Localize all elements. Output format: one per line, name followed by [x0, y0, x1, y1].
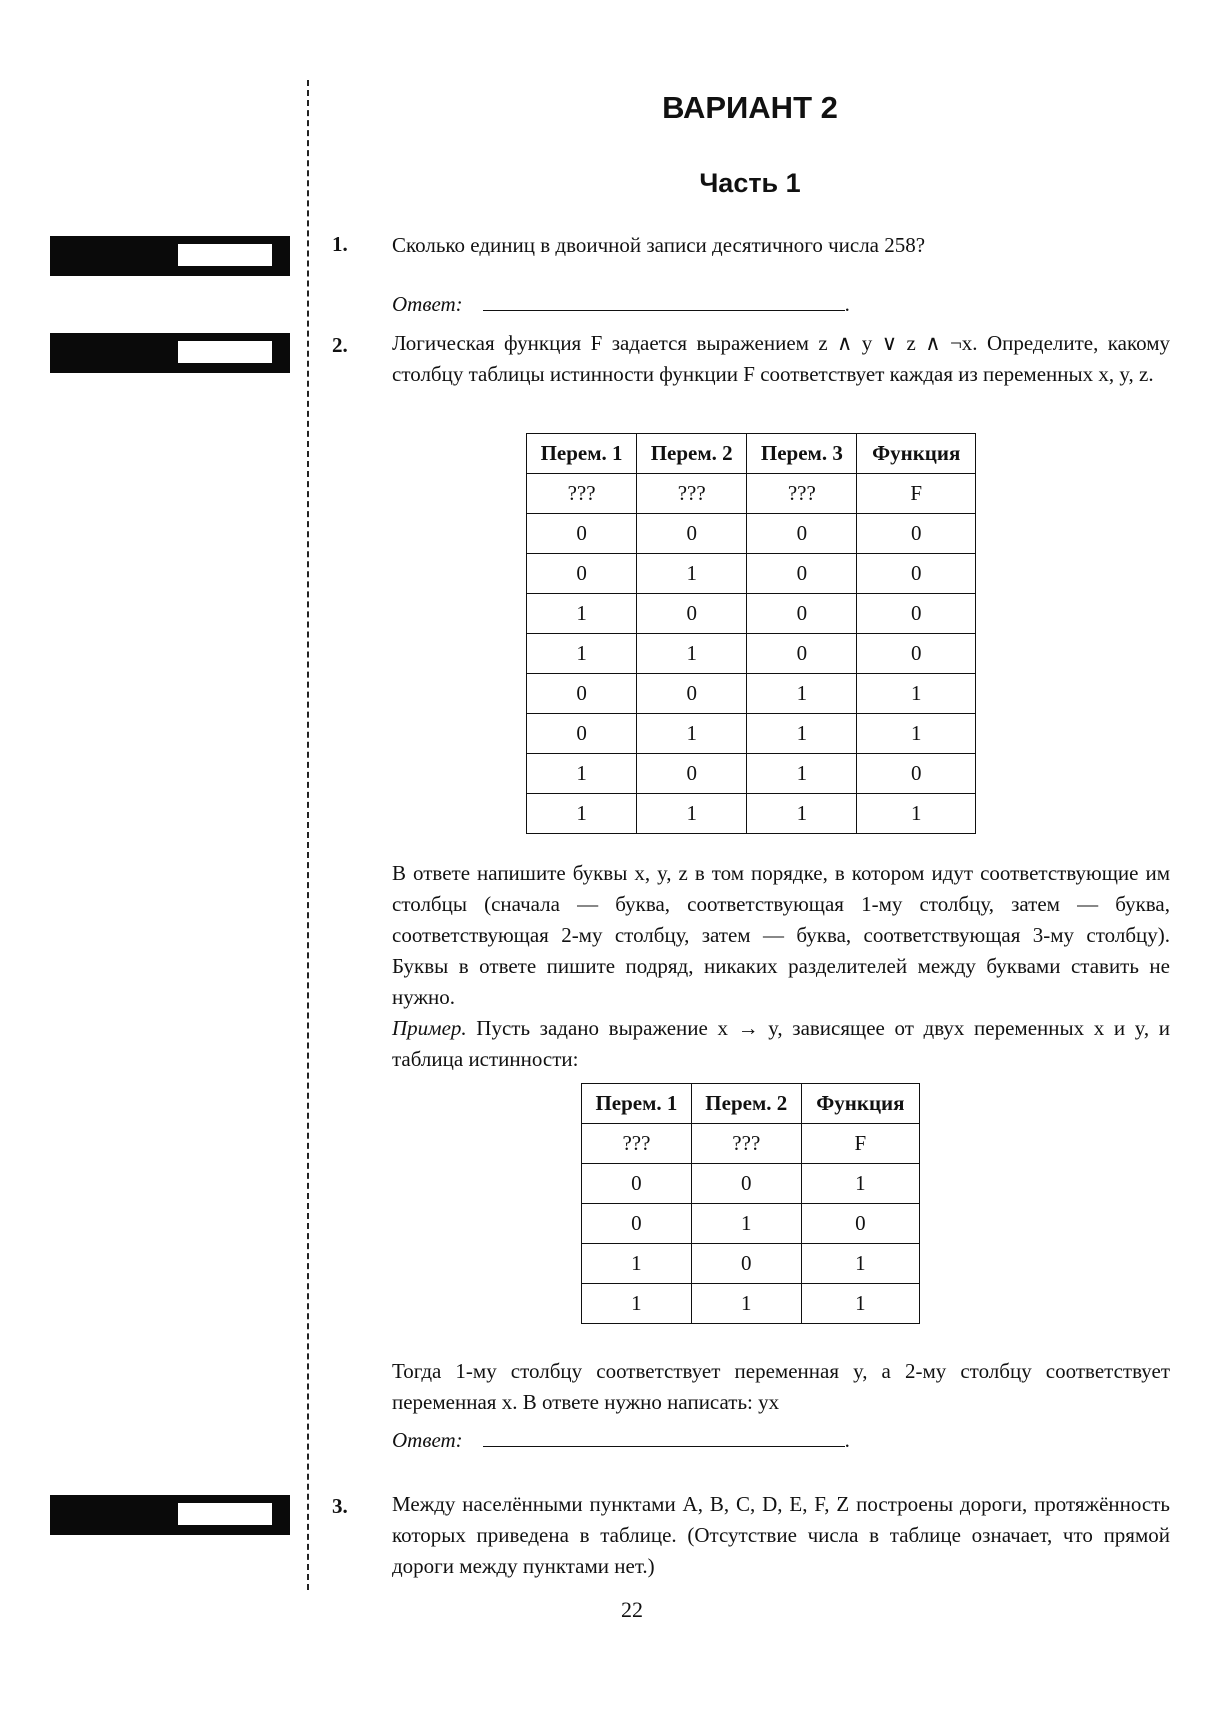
- table-cell: 0: [637, 514, 747, 554]
- answer-label: Ответ:: [392, 292, 463, 316]
- table-cell: Перем. 2: [637, 434, 747, 474]
- table-cell: 0: [857, 754, 976, 794]
- table-cell: ???: [527, 474, 637, 514]
- question-2-number: 2.: [332, 333, 348, 357]
- table-cell: 1: [801, 1164, 919, 1204]
- table-cell: 1: [527, 754, 637, 794]
- question-1-text: Сколько единиц в двоичной записи десятичного числа 258?: [392, 233, 926, 257]
- table-row: [582, 1124, 920, 1164]
- table-row: [582, 1244, 920, 1284]
- table-cell: 1: [857, 674, 976, 714]
- table-cell: 0: [527, 554, 637, 594]
- table-row: [527, 674, 976, 714]
- table-cell: 0: [857, 594, 976, 634]
- table-cell: 1: [857, 714, 976, 754]
- table-row: [582, 1284, 920, 1324]
- example-label: Пример.: [392, 1016, 467, 1040]
- example-truth-table: [581, 1083, 920, 1324]
- variant-title: ВАРИАНТ 2: [662, 90, 838, 125]
- table-cell: 0: [747, 514, 857, 554]
- answer-label: Ответ:: [392, 1428, 463, 1452]
- question-3-number: 3.: [332, 1494, 348, 1518]
- table-cell: 0: [857, 554, 976, 594]
- table-cell: 0: [747, 554, 857, 594]
- table-cell: Функция: [801, 1084, 919, 1124]
- truth-table: [526, 433, 976, 834]
- table-row: [527, 474, 976, 514]
- table-row: [527, 754, 976, 794]
- table-cell: Перем. 3: [747, 434, 857, 474]
- table-cell: 1: [637, 714, 747, 754]
- table-row: [582, 1164, 920, 1204]
- table-row: [527, 434, 976, 474]
- table-cell: Перем. 2: [691, 1084, 801, 1124]
- table-cell: F: [801, 1124, 919, 1164]
- table-cell: 0: [691, 1164, 801, 1204]
- table-cell: ???: [582, 1124, 692, 1164]
- table-cell: 1: [691, 1204, 801, 1244]
- table-cell: 1: [747, 754, 857, 794]
- table-row: [527, 714, 976, 754]
- table-cell: 1: [637, 794, 747, 834]
- table-row: [527, 554, 976, 594]
- table-cell: 1: [527, 634, 637, 674]
- page-number: 22: [621, 1597, 643, 1622]
- table-cell: 1: [582, 1244, 692, 1284]
- table-cell: ???: [691, 1124, 801, 1164]
- table-cell: 1: [747, 794, 857, 834]
- question-2-conclusion: Тогда 1-му столбцу соответствует переменная y, а 2-му столбцу соответствует переменная x. В ответе нужно написать: yx: [392, 1359, 1170, 1414]
- table-cell: 0: [747, 594, 857, 634]
- table-cell: 0: [527, 674, 637, 714]
- answer-field[interactable]: [483, 1426, 845, 1447]
- table-cell: 0: [637, 754, 747, 794]
- table-cell: Перем. 1: [582, 1084, 692, 1124]
- question-1-answer[interactable]: Ответ: .: [392, 292, 850, 316]
- question-2-text: Логическая функция F задается выражением z ∧ y ∨ z ∧ ¬x. Определите, какому столбцу таблицы истинности функции F соответствует каждая из переменных x, y, z.: [392, 331, 1170, 386]
- question-2-instructions: В ответе напишите буквы x, y, z в том порядке, в котором идут соответствующие им столбцы (сначала — буква, соответствующая 1-му столбцу, затем — буква, соответствующая 2-му столбцу, затем — буква, соответствующая 3-му столбцу). Буквы в ответе пишите подряд, никаких разделителей между буквами ставить не нужно.: [392, 861, 1170, 1009]
- table-cell: 0: [857, 634, 976, 674]
- question-3-text: Между населёнными пунктами A, B, C, D, E, F, Z построены дороги, протяжённость которых приведена в таблице. (Отсутствие числа в таблице означает, что прямой дороги между пунктами нет.): [392, 1492, 1170, 1578]
- table-cell: 0: [582, 1204, 692, 1244]
- table-cell: 0: [637, 594, 747, 634]
- answer-field[interactable]: [483, 290, 845, 311]
- table-cell: 0: [637, 674, 747, 714]
- table-cell: 1: [582, 1284, 692, 1324]
- table-cell: 0: [747, 634, 857, 674]
- table-cell: 1: [637, 554, 747, 594]
- table-cell: 0: [527, 514, 637, 554]
- answer-marker-2: [50, 333, 290, 373]
- table-cell: 1: [801, 1244, 919, 1284]
- table-cell: F: [857, 474, 976, 514]
- table-cell: Функция: [857, 434, 976, 474]
- table-cell: 0: [691, 1244, 801, 1284]
- table-row: [527, 794, 976, 834]
- table-cell: 0: [857, 514, 976, 554]
- table-cell: 1: [801, 1284, 919, 1324]
- question-2-example: [392, 1013, 1170, 1075]
- table-cell: Перем. 1: [527, 434, 637, 474]
- answer-marker-1: [50, 236, 290, 276]
- table-cell: 0: [582, 1164, 692, 1204]
- question-2-answer[interactable]: Ответ: .: [392, 1428, 850, 1452]
- table-cell: 0: [801, 1204, 919, 1244]
- table-cell: 1: [691, 1284, 801, 1324]
- table-cell: ???: [637, 474, 747, 514]
- table-cell: 1: [747, 674, 857, 714]
- table-cell: 0: [527, 714, 637, 754]
- table-cell: 1: [527, 794, 637, 834]
- table-cell: 1: [857, 794, 976, 834]
- part-title: Часть 1: [699, 168, 801, 198]
- table-row: [527, 634, 976, 674]
- answer-marker-3: [50, 1495, 290, 1535]
- table-row: [582, 1084, 920, 1124]
- table-cell: ???: [747, 474, 857, 514]
- table-cell: 1: [527, 594, 637, 634]
- table-row: [527, 594, 976, 634]
- cut-line: [307, 80, 309, 1590]
- table-row: [582, 1204, 920, 1244]
- table-cell: 1: [637, 634, 747, 674]
- question-1-number: 1.: [332, 232, 348, 256]
- table-row: [527, 514, 976, 554]
- table-cell: 1: [747, 714, 857, 754]
- example-text: Пусть задано выражение x → y, зависящее от двух переменных x и y, и таблица истинности:: [392, 1016, 1171, 1071]
